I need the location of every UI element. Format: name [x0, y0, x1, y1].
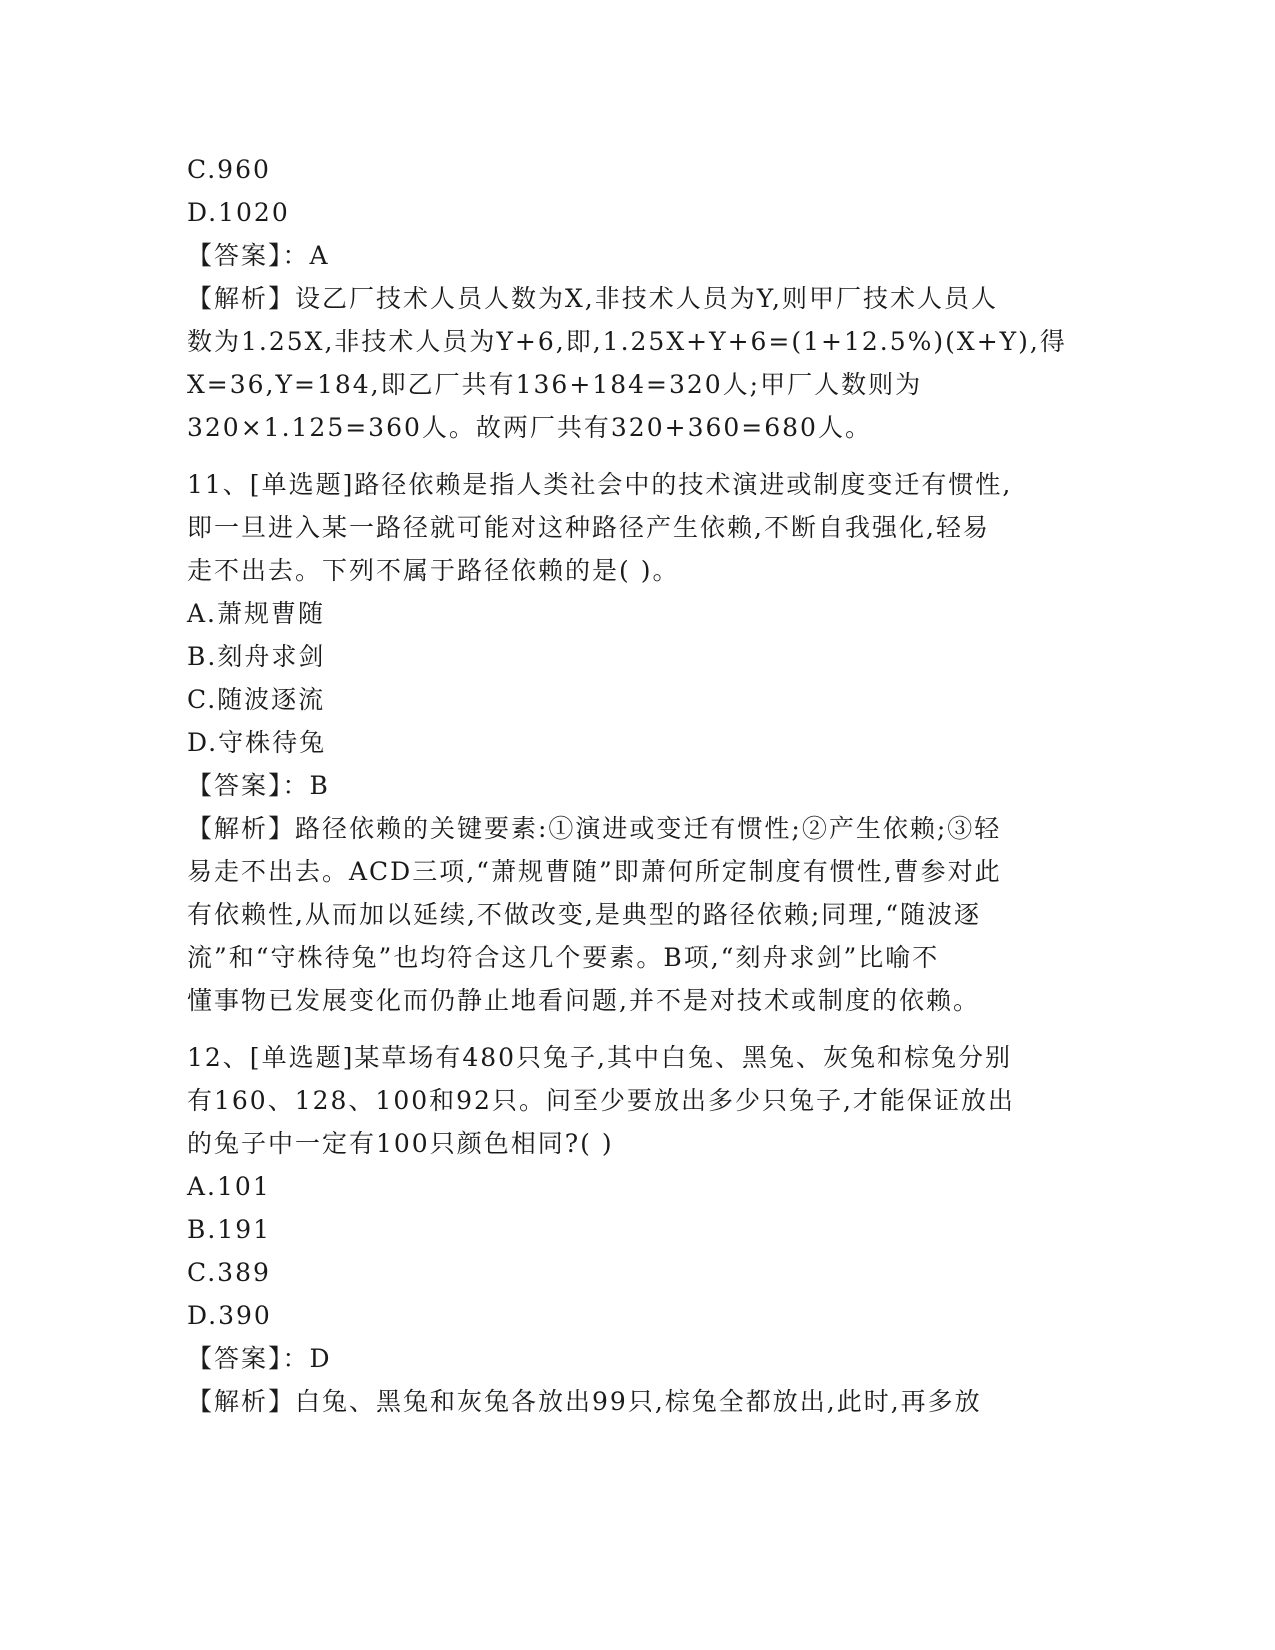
- question-stem-line: 的兔子中一定有100只颜色相同?( ): [187, 1129, 614, 1158]
- option-d: D.守株待兔: [187, 728, 327, 757]
- question-stem-line: 走不出去。下列不属于路径依赖的是( )。: [187, 556, 680, 585]
- analysis-line: 流”和“守株待兔”也均符合这几个要素。B项,“刻舟求剑”比喻不: [187, 943, 940, 972]
- analysis-line: 有依赖性,从而加以延续,不做改变,是典型的路径依赖;同理,“随波逐: [187, 900, 981, 929]
- option-a: A.101: [187, 1172, 271, 1201]
- analysis-line: 【解析】设乙厂技术人员人数为X,非技术人员为Y,则甲厂技术人员人: [187, 284, 998, 313]
- question-12: [187, 1036, 1087, 1423]
- answer: 【答案】：D: [187, 1344, 332, 1373]
- option-c: C.960: [187, 155, 271, 184]
- document-page: [187, 148, 1087, 1423]
- option-c: C.389: [187, 1258, 271, 1287]
- analysis-line: X=36,Y=184,即乙厂共有136+184=320人;甲厂人数则为: [187, 370, 923, 399]
- analysis-line: 懂事物已发展变化而仍静止地看问题,并不是对技术或制度的依赖。: [187, 986, 980, 1015]
- question-stem-line: 11、[单选题]路径依赖是指人类社会中的技术演进或制度变迁有惯性,: [187, 470, 1013, 499]
- question-stem-line: 有160、128、100和92只。问至少要放出多少只兔子,才能保证放出: [187, 1086, 1015, 1115]
- analysis-line: 【解析】白兔、黑兔和灰兔各放出99只,棕兔全都放出,此时,再多放: [187, 1387, 982, 1416]
- question-10-tail: [187, 148, 1087, 449]
- question-spacer: [187, 1022, 1087, 1036]
- question-stem-line: 12、[单选题]某草场有480只兔子,其中白兔、黑兔、灰兔和棕兔分别: [187, 1043, 1012, 1072]
- option-c: C.随波逐流: [187, 685, 326, 714]
- answer: 【答案】：B: [187, 771, 330, 800]
- question-stem-line: 即一旦进入某一路径就可能对这种路径产生依赖,不断自我强化,轻易: [187, 513, 990, 542]
- analysis-line: 【解析】路径依赖的关键要素:①演进或变迁有惯性;②产生依赖;③轻: [187, 814, 1002, 843]
- option-b: B.191: [187, 1215, 272, 1244]
- analysis-line: 320×1.125=360人。故两厂共有320+360=680人。: [187, 413, 872, 442]
- analysis-line: 数为1.25X,非技术人员为Y+6,即,1.25X+Y+6=(1+12.5%)(X+Y),得: [187, 327, 1067, 356]
- analysis-line: 易走不出去。ACD三项,“萧规曹随”即萧何所定制度有惯性,曹参对此: [187, 857, 1002, 886]
- answer: 【答案】：A: [187, 241, 330, 270]
- question-11: [187, 463, 1087, 1022]
- option-d: D.390: [187, 1301, 272, 1330]
- option-b: B.刻舟求剑: [187, 642, 326, 671]
- option-a: A.萧规曹随: [187, 599, 326, 628]
- option-d: D.1020: [187, 198, 290, 227]
- question-spacer: [187, 449, 1087, 463]
